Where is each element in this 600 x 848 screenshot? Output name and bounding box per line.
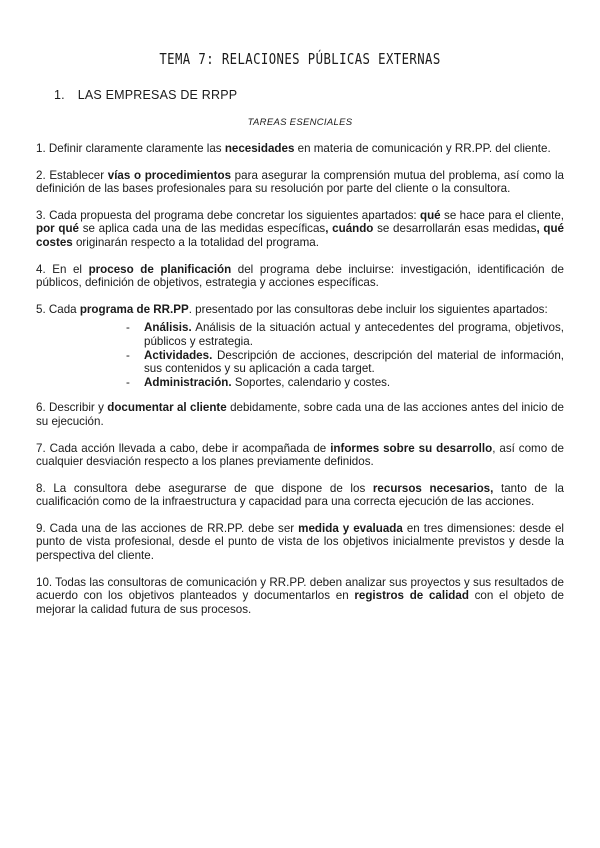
paragraph-1: 1. Definir claramente claramente las necesidades en materia de comunicación y RR.PP. del cliente. — [36, 142, 551, 155]
paragraph-3: 3. Cada propuesta del programa debe concretar los siguientes apartados: qué se hace para el cliente, por qué se aplica cada una de las medidas específicas, cuándo se desarrollarán esas medidas, qué costes originarán respecto a la totalidad del programa. — [36, 208, 564, 249]
paragraph-5: 5. Cada programa de RR.PP. presentado por las consultoras debe incluir los siguientes apartados: — [36, 302, 548, 316]
document-body — [36, 142, 564, 629]
paragraph-4: 4. En el proceso de planificación del programa debe incluirse: investigación, identificación de públicos, definición de objetivos, estrategia y acciones específicas. — [36, 262, 564, 290]
bullet-item-actividades: - Actividades. Descripción de acciones, descripción del material de información, sus contenidos y su aplicación a cada target. — [126, 348, 564, 376]
paragraph-9: 9. Cada una de las acciones de RR.PP. debe ser medida y evaluada en tres dimensiones: desde el punto de vista profesional, desde el punto de vista de los objetivos inicialmente previstos y desde la perspectiva del cliente. — [36, 521, 564, 563]
paragraph-6: 6. Describir y documentar al cliente debidamente, sobre cada una de las acciones antes del inicio de su ejecución. — [36, 401, 564, 428]
bullet-list — [126, 321, 564, 389]
bullet-item-administracion: - Administración. Soportes, calendario y costes. — [126, 375, 391, 389]
paragraph-7: 7. Cada acción llevada a cabo, debe ir acompañada de informes sobre su desarrollo, así como de cualquier desviación respecto a los planes previamente definidos. — [36, 441, 564, 469]
paragraph-8: 8. La consultora debe asegurarse de que dispone de los recursos necesarios, tanto de la cualificación como de la infraestructura y capacidad para una correcta ejecución de las acciones. — [36, 481, 564, 509]
subtitle: TAREAS ESENCIALES — [247, 117, 353, 128]
section-heading — [54, 88, 237, 102]
paragraph-10: 10. Todas las consultoras de comunicación y RR.PP. deben analizar sus proyectos y sus resultados de acuerdo con los objetivos planteados y documentarlos en registros de calidad con el objeto de mejorar la calidad futura de sus procesos. — [36, 575, 564, 616]
paragraph-2: 2. Establecer vías o procedimientos para asegurar la comprensión mutua del problema, así como la definición de las bases profesionales para su resolución por parte del cliente o la consultora. — [36, 168, 564, 196]
bullet-dash: - — [126, 375, 130, 389]
bullet-dash: - — [126, 348, 130, 362]
page-title: TEMA 7: RELACIONES PÚBLICAS EXTERNAS — [159, 50, 441, 68]
section-number: 1. — [54, 88, 65, 102]
bullet-item-analisis: - Análisis. Análisis de la situación actual y antecedentes del programa, objetivos, públicos y estrategia. — [126, 321, 564, 348]
bullet-dash: - — [126, 321, 130, 335]
section-label: LAS EMPRESAS DE RRPP — [77, 88, 238, 102]
